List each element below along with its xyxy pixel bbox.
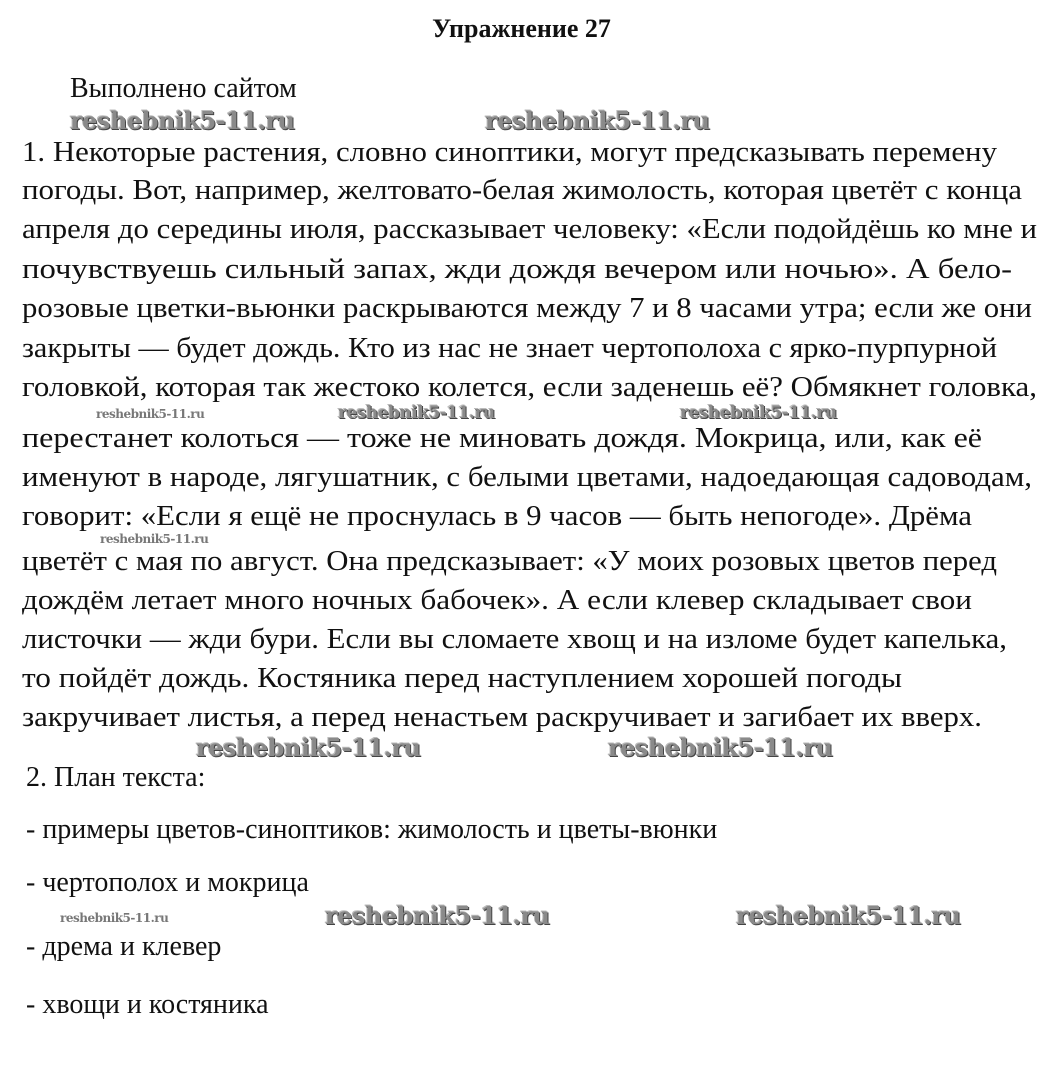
paragraph-line: закручивает листья, а перед ненастьем раскручивает и загибает их вверх. (22, 702, 982, 733)
paragraph-line: листочки — жди бури. Если вы сломаете хвощ и на изломе будет капелька, (22, 624, 1007, 655)
watermark: reshebnik5-11.ru (70, 106, 295, 135)
credit-text: Выполнено сайтом (70, 73, 297, 104)
paragraph-line: именуют в народе, лягушатник, с белыми цветами, надоедающая садоводам, (22, 462, 1032, 493)
paragraph-line: перестанет колоться — тоже не миновать дождя. Мокрица, или, как её (22, 423, 982, 454)
watermark: reshebnik5-11.ru (736, 901, 961, 930)
plan-item: - дрема и клевер (26, 931, 222, 962)
watermark: reshebnik5-11.ru (60, 911, 169, 925)
plan-item: - чертополох и мокрица (26, 867, 309, 898)
watermark: reshebnik5-11.ru (680, 403, 837, 423)
plan-item: - примеры цветов-синоптиков: жимолость и цветы-вюнки (26, 814, 718, 845)
paragraph-line: почувствуешь сильный запах, жди дождя вечером или ночью». А бело- (22, 254, 1012, 285)
watermark: reshebnik5-11.ru (338, 403, 495, 423)
paragraph-line: то пойдёт дождь. Костяника перед наступлением хорошей погоды (22, 663, 902, 694)
paragraph-line: апреля до середины июля, рассказывает человеку: «Если подойдёшь ко мне и (22, 214, 1037, 245)
paragraph-line: цветёт с мая по август. Она предсказывает: «У моих розовых цветов перед (22, 546, 998, 577)
paragraph-line: погоды. Вот, например, желтовато-белая жимолость, которая цветёт с конца (22, 175, 1023, 206)
watermark: reshebnik5-11.ru (485, 106, 710, 135)
page-title: Упражнение 27 (432, 14, 611, 43)
paragraph-line: закрыты — будет дождь. Кто из нас не знает чертополоха с ярко-пурпурной (22, 333, 997, 364)
plan-heading: 2. План текста: (26, 762, 206, 793)
watermark: reshebnik5-11.ru (196, 733, 421, 762)
paragraph-line: дождём летает много ночных бабочек». А если клевер складывает свои (22, 585, 973, 616)
paragraph-line: говорит: «Если я ещё не проснулась в 9 часов — быть непогоде». Дрёма (22, 501, 972, 532)
watermark: reshebnik5-11.ru (608, 733, 833, 762)
plan-item: - хвощи и костяника (26, 989, 269, 1020)
watermark: reshebnik5-11.ru (100, 532, 209, 546)
paragraph-line: розовые цветки-вьюнки раскрываются между 7 и 8 часами утра; если же они (22, 293, 1032, 324)
watermark: reshebnik5-11.ru (96, 407, 205, 421)
paragraph-line: 1. Некоторые растения, словно синоптики, могут предсказывать перемену (22, 137, 997, 168)
paragraph-line: головкой, которая так жестоко колется, если заденешь её? Обмякнет головка, (22, 372, 1037, 403)
watermark: reshebnik5-11.ru (325, 901, 550, 930)
